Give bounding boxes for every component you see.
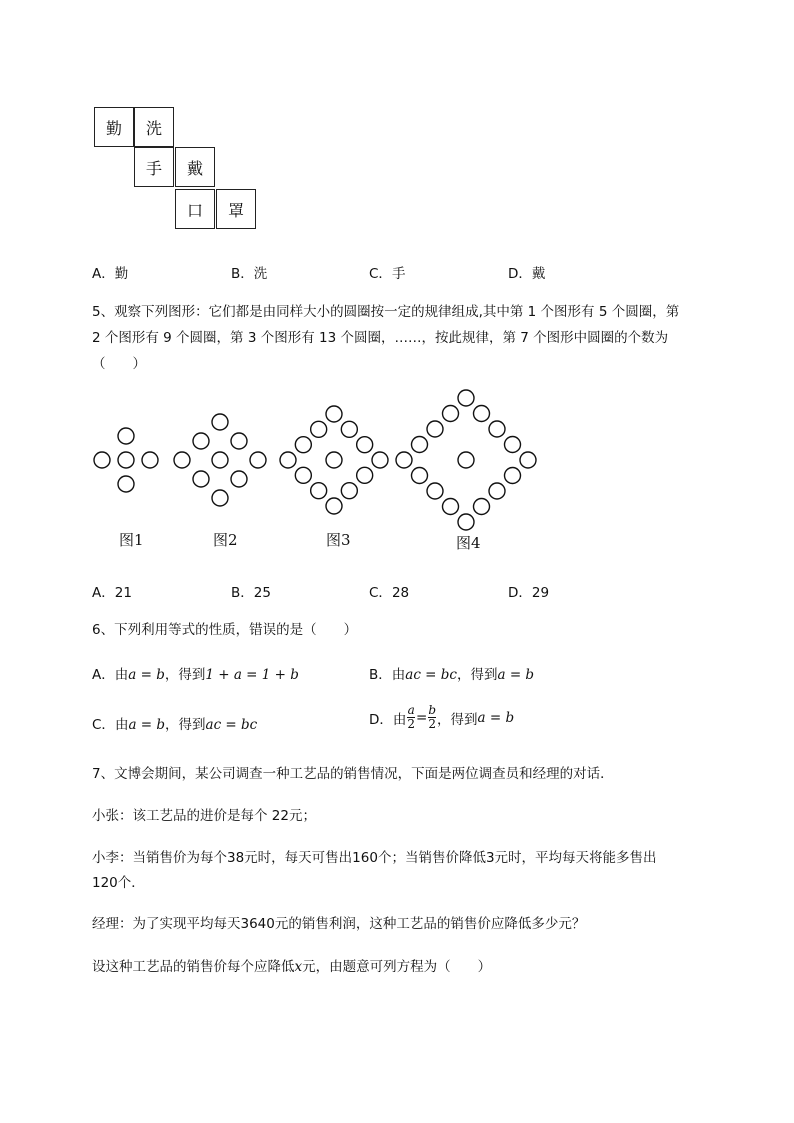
pattern-circle-fig2 xyxy=(250,452,266,468)
pattern-circle-fig4 xyxy=(489,421,505,437)
q7-manager: 经理：为了实现平均每天3640元的销售利润，这种工艺品的销售价应降低多少元？ xyxy=(92,916,586,932)
pattern-circle-fig4 xyxy=(505,437,521,453)
pattern-circle-fig2 xyxy=(212,490,228,506)
net-cell: 罩 xyxy=(216,189,256,229)
q6-option-b[interactable]: B．由ac = bc，得到a = b xyxy=(369,667,535,683)
q7-li-line1: 小李：当销售价为每个38元时，每天可售出160个；当销售价降低3元时，平均每天将能多售出 xyxy=(92,850,657,866)
pattern-circle-fig3 xyxy=(372,452,388,468)
pattern-circle-fig3 xyxy=(357,437,373,453)
q6-option-c[interactable]: C．由a = b，得到ac = bc xyxy=(92,717,258,733)
q6-option-d[interactable]: D． 由 $\frac{a}{2}$ = $\frac{b}{2}$ ，得到 a = b xyxy=(369,703,515,731)
pattern-circle-fig3 xyxy=(341,483,357,499)
pattern-circle-fig4 xyxy=(458,452,474,468)
pattern-circle-fig4 xyxy=(443,406,459,422)
option-b[interactable]: B．25 xyxy=(231,585,271,601)
pattern-circle-fig2 xyxy=(193,433,209,449)
pattern-circle-fig3 xyxy=(326,406,342,422)
figure-label-2: 图2 xyxy=(213,531,238,549)
figure-label-4: 图4 xyxy=(456,534,481,552)
pattern-circle-fig3 xyxy=(295,467,311,483)
pattern-circle-fig3 xyxy=(326,452,342,468)
q5-stem-line2: 2 个图形有 9 个圆圈，第 3 个图形有 13 个圆圈，……，按此规律，第 7 个图形中圆圈的个数为 xyxy=(92,330,669,346)
pattern-circle-fig1 xyxy=(94,452,110,468)
circle-patterns xyxy=(0,0,794,560)
pattern-circle-fig4 xyxy=(505,468,521,484)
net-cell: 手 xyxy=(134,147,174,187)
pattern-circle-fig3 xyxy=(311,483,327,499)
q7-li-line2: 120个． xyxy=(92,875,145,891)
option-d[interactable]: D．戴 xyxy=(508,266,546,282)
pattern-circle-fig2 xyxy=(231,471,247,487)
q5-stem-line3: （ ） xyxy=(92,356,146,372)
pattern-circle-fig2 xyxy=(212,452,228,468)
pattern-circle-fig2 xyxy=(231,433,247,449)
pattern-circle-fig4 xyxy=(458,514,474,530)
option-c[interactable]: C．手 xyxy=(369,266,406,282)
pattern-circle-fig4 xyxy=(520,452,536,468)
pattern-circle-fig3 xyxy=(311,421,327,437)
pattern-circle-fig2 xyxy=(193,471,209,487)
pattern-circle-fig4 xyxy=(458,390,474,406)
pattern-circle-fig4 xyxy=(443,499,459,515)
pattern-circle-fig3 xyxy=(326,498,342,514)
pattern-circle-fig4 xyxy=(427,421,443,437)
option-a[interactable]: A．21 xyxy=(92,585,132,601)
option-a[interactable]: A．勤 xyxy=(92,266,129,282)
pattern-circle-fig1 xyxy=(118,476,134,492)
pattern-circle-fig4 xyxy=(489,483,505,499)
pattern-circle-fig4 xyxy=(474,499,490,515)
fraction-a-over-2: $\frac{a}{2}$ xyxy=(407,703,416,731)
q7-zhang: 小张：该工艺品的进价是每个 22元； xyxy=(92,808,316,824)
pattern-circle-fig3 xyxy=(357,467,373,483)
pattern-circle-fig4 xyxy=(396,452,412,468)
pattern-circle-fig1 xyxy=(118,452,134,468)
pattern-circle-fig3 xyxy=(295,437,311,453)
pattern-circle-fig4 xyxy=(412,437,428,453)
pattern-circle-fig2 xyxy=(174,452,190,468)
option-b[interactable]: B．洗 xyxy=(231,266,268,282)
pattern-circle-fig3 xyxy=(280,452,296,468)
q6-option-a[interactable]: A．由a = b，得到1 + a = 1 + b xyxy=(92,667,299,683)
pattern-circle-fig4 xyxy=(427,483,443,499)
pattern-circle-fig4 xyxy=(474,406,490,422)
figure-label-1: 图1 xyxy=(119,531,144,549)
q6-stem: 6、下列利用等式的性质，错误的是（ ） xyxy=(92,622,358,638)
pattern-circle-fig2 xyxy=(212,414,228,430)
net-cell: 戴 xyxy=(175,147,215,187)
option-c[interactable]: C．28 xyxy=(369,585,410,601)
q7-stem: 7、文博会期间，某公司调查一种工艺品的销售情况，下面是两位调查员和经理的对话． xyxy=(92,766,614,782)
q5-stem-line1: 5、观察下列图形：它们都是由同样大小的圆圈按一定的规律组成,其中第 1 个图形有 5 个圆圈，第 xyxy=(92,304,680,320)
option-d[interactable]: D．29 xyxy=(508,585,550,601)
pattern-circle-fig4 xyxy=(412,468,428,484)
net-cell: 洗 xyxy=(134,107,174,147)
figure-label-3: 图3 xyxy=(326,531,351,549)
pattern-circle-fig1 xyxy=(118,428,134,444)
q7-setup: 设这种工艺品的销售价每个应降低x元，由题意可列方程为（ ） xyxy=(92,959,492,975)
pattern-circle-fig1 xyxy=(142,452,158,468)
net-cell: 勤 xyxy=(94,107,134,147)
fraction-b-over-2: $\frac{b}{2}$ xyxy=(428,703,437,731)
pattern-circle-fig3 xyxy=(341,421,357,437)
net-cell: 口 xyxy=(175,189,215,229)
